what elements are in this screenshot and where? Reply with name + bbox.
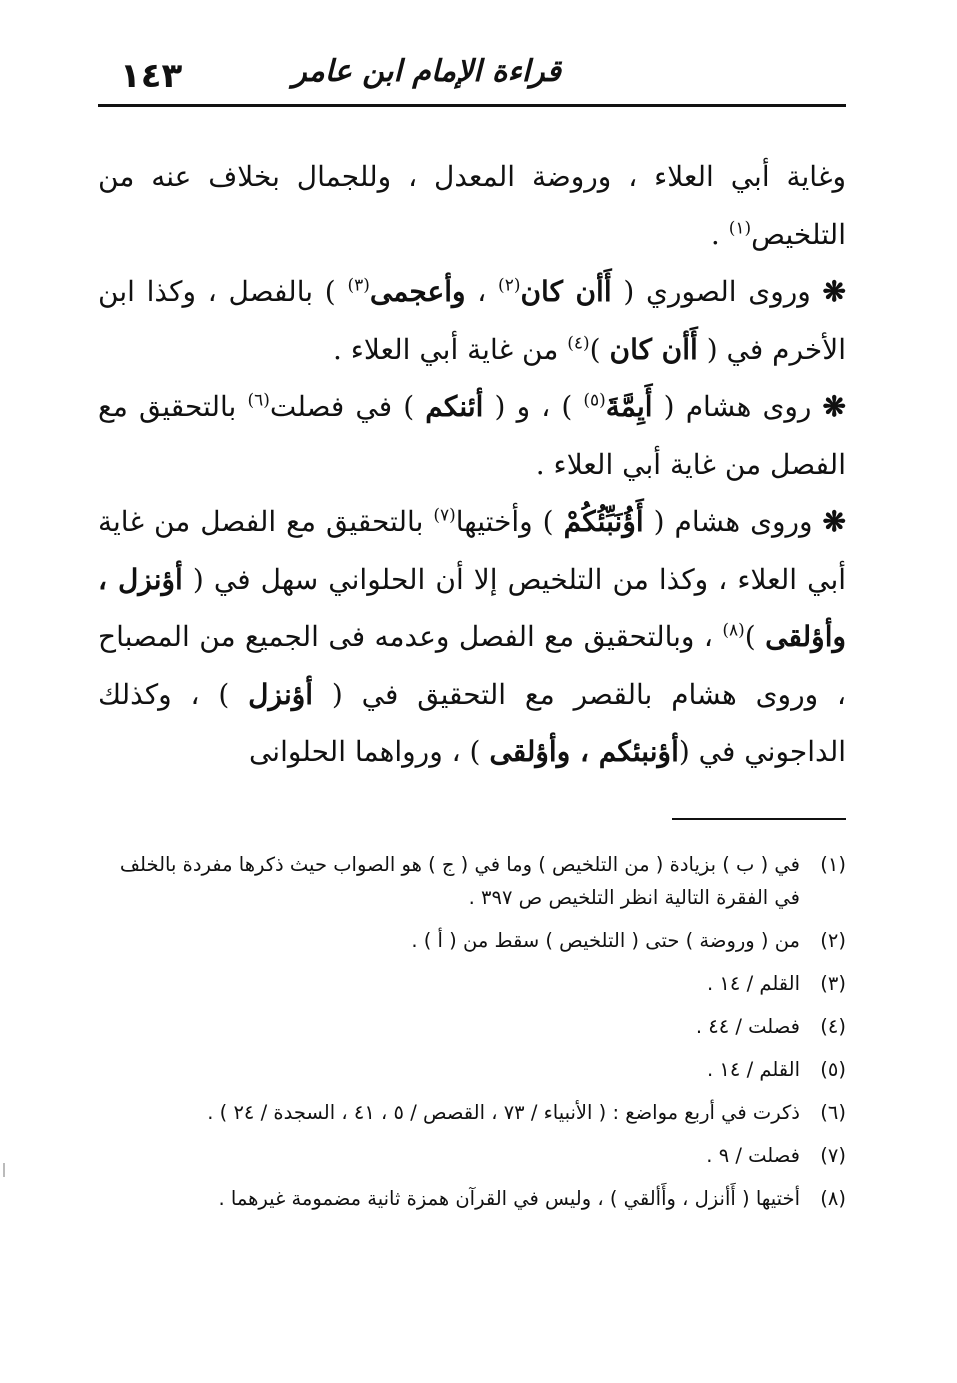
quranic-word: وأعجمى	[369, 275, 466, 308]
quranic-word: أَيِمَّةَ	[605, 390, 653, 423]
footnote	[96, 1010, 846, 1043]
quranic-word: أَؤُنَبِّئُكُمْ	[563, 505, 644, 538]
footnote-ref-6[interactable]: (٦)	[247, 390, 270, 411]
footnote	[96, 1139, 846, 1172]
quranic-word: أَأن كان	[609, 332, 698, 366]
running-title: قراءة الإمام ابن عامر	[292, 54, 561, 89]
footnote-number: (٤)	[820, 1015, 846, 1038]
footnote-number: (٢)	[820, 929, 846, 952]
footnote	[96, 1096, 846, 1129]
paragraph-1: وغاية أبي العلاء ، وروضة المعدل ، وللجمال بخلاف عنه من التلخيص$^{(١)}$ .	[98, 160, 846, 251]
paragraph-3: ❋ روى هشام ( أَيِمَّةَ$^{(٥)}$ ) ، و ( أئنكم ) في فصلت$^{(٦)}$ بالتحقيق مع الفصل من غاية أبي العلاء .	[98, 390, 846, 481]
footnote-ref-1[interactable]: (١)	[728, 218, 752, 239]
footnote	[96, 1053, 846, 1086]
asterisk-icon: ❋	[822, 275, 847, 308]
page-header	[98, 50, 846, 102]
asterisk-icon: ❋	[822, 390, 846, 423]
page-number: ١٤٣	[120, 56, 183, 96]
quranic-word: أَأن كان	[520, 275, 612, 308]
footnote-text: القلم / ١٤ .	[707, 972, 800, 995]
footnote-text: فصلت / ٩ .	[706, 1144, 800, 1167]
footnote-text: من ( وروضة ) حتى ( التلخيص ) سقط من ( أ ) .	[411, 929, 800, 952]
footnote-number: (١)	[820, 853, 846, 876]
footnote-ref-7[interactable]: (٧)	[433, 505, 456, 526]
footnote-number: (٥)	[820, 1058, 846, 1081]
footnote-number: (٣)	[820, 972, 846, 995]
main-text	[98, 148, 846, 781]
header-rule	[98, 104, 846, 107]
footnote-text: القلم / ١٤ .	[707, 1058, 800, 1081]
quranic-word: أؤنزل	[248, 677, 314, 711]
paragraph-2: ❋ وروى الصوري ( أَأن كان$^{(٢)}$ ، وأعجمى$^{(٣)}$ ) بالفصل ، وكذا ابن الأخرم في ( أَأن كان )$^{(٤)}$ من غاية أبي العلاء .	[98, 275, 847, 366]
paragraph-4: ❋ وروى هشام ( أَؤُنَبِّئُكُمْ ) وأختيها$^{(٧)}$ بالتحقيق مع الفصل من غاية أبي العلاء ، وكذا من التلخيص إلا أن الحلواني سهل في ( أؤنزل ، وأؤلقى )$^{(٨)}$ ، وبالتحقيق مع الفصل وعدمه فى الجميع من المصباح ، وروى هشام بالقصر مع التحقيق في ( أؤنزل ) ، وكذلك الداجوني في (أؤنبئكم ، وأؤلقى ) ، ورواهما الحلوانى	[98, 505, 847, 768]
footnote	[96, 924, 846, 957]
footnote-text: في ( ب ) بزيادة ( من التلخيص ) وما في ( ج ) هو الصواب حيث ذكرها مفردة بالخلف في الفقرة التالية انظر التلخيص ص ٣٩٧ .	[119, 853, 800, 909]
footnote	[96, 967, 846, 1000]
footnote-separator	[672, 818, 846, 820]
quranic-word: أؤنبئكم ، وأؤلقى	[489, 735, 679, 768]
footnote-number: (٨)	[820, 1187, 846, 1210]
footnote-ref-2[interactable]: (٢)	[498, 275, 521, 296]
footnotes	[96, 848, 846, 1225]
footnote-text: فصلت / ٤٤ .	[695, 1015, 800, 1038]
footnote-text: ذكرت في أربع مواضع : ( الأنبياء / ٧٣ ، القصص / ٥ ، ٤١ ، السجدة / ٢٤ ) .	[207, 1101, 800, 1124]
quranic-word: أئنكم	[425, 390, 484, 423]
asterisk-icon: ❋	[822, 505, 847, 538]
footnote	[96, 1182, 846, 1215]
footnote	[96, 848, 846, 914]
footnote-ref-5[interactable]: (٥)	[583, 390, 606, 411]
footnote-number: (٦)	[820, 1101, 846, 1124]
footnote-text: أختيها ( أَأنزل ، وأَألقي ) ، وليس في القرآن همزة ثانية مضمومة غيرهما .	[218, 1187, 800, 1210]
footnote-number: (٧)	[820, 1144, 846, 1167]
footnote-ref-4[interactable]: (٤)	[567, 333, 590, 354]
footnote-ref-8[interactable]: (٨)	[722, 620, 745, 641]
quranic-word: أؤنزل ، وأؤلقى	[98, 562, 846, 653]
scan-edge-mark	[3, 1163, 5, 1177]
footnote-ref-3[interactable]: (٣)	[347, 275, 370, 296]
